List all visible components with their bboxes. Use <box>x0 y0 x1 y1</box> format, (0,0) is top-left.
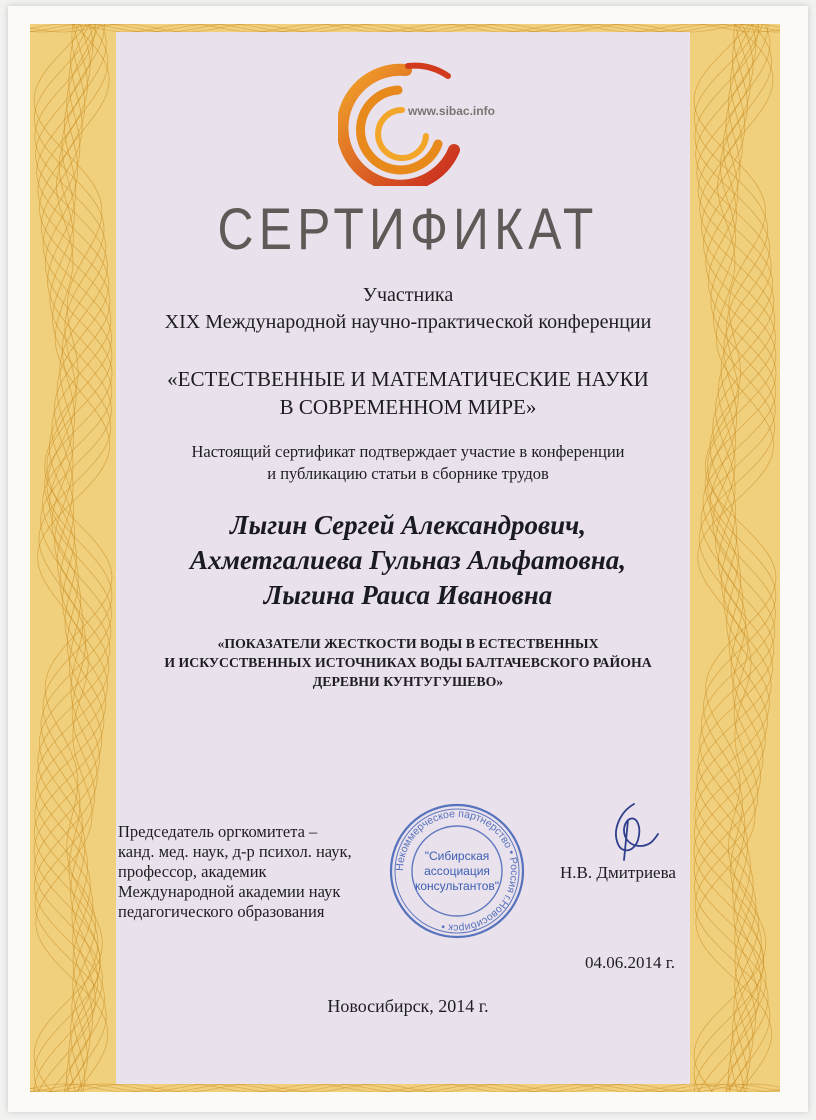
author-name: Ахметгалиева Гульназ Альфатовна, <box>190 545 626 575</box>
confirmation-text <box>0 441 816 485</box>
chairman-line: педагогического образования <box>118 902 325 921</box>
article-title-line: «ПОКАЗАТЕЛИ ЖЕСТКОСТИ ВОДЫ В ЕСТЕСТВЕННЫХ <box>217 636 599 651</box>
organization-stamp <box>386 800 528 942</box>
article-title-line: ДЕРЕВНИ КУНТУГУШЕВО» <box>312 674 504 689</box>
conference-line: XIX Международной научно-практической конференции <box>164 311 652 333</box>
stamp-center-line: "Сибирская <box>424 849 490 863</box>
issue-date: 04.06.2014 г. <box>585 953 676 972</box>
chairman-credentials <box>118 822 352 922</box>
chairman-line: профессор, академик <box>118 862 267 881</box>
signer-name: Н.В. Дмитриева <box>560 863 676 882</box>
conference-name-line: «ЕСТЕСТВЕННЫЕ И МАТЕМАТИЧЕСКИЕ НАУКИ <box>167 367 649 391</box>
stamp-center-line: консультантов" <box>414 879 500 893</box>
certificate-title: СЕРТИФИКАТ <box>217 197 599 262</box>
handwritten-signature <box>598 800 662 864</box>
chairman-line: Председатель оргкомитета – <box>118 822 318 841</box>
conference-name-line: В СОВРЕМЕННОМ МИРЕ» <box>279 395 537 419</box>
conference-name <box>0 365 816 421</box>
article-title-line: И ИСКУССТВЕННЫХ ИСТОЧНИКАХ ВОДЫ БАЛТАЧЕВСКОГО РАЙОНА <box>164 655 652 670</box>
confirmation-line: и публикацию статьи в сборнике трудов <box>267 464 549 483</box>
stamp-center-line: ассоциация <box>424 864 490 878</box>
sibac-logo-icon <box>338 56 508 186</box>
author-name: Лыгин Сергей Александрович, <box>229 510 587 540</box>
chairman-line: канд. мед. наук, д-р психол. наук, <box>118 842 352 861</box>
author-name: Лыгина Раиса Ивановна <box>263 580 553 610</box>
stamp-ring-text: Некоммерческое партнерство • Россия г.Новосибирск • <box>393 807 521 935</box>
participant-label: Участника <box>362 284 454 306</box>
article-title <box>0 634 816 691</box>
city-year: Новосибирск, 2014 г. <box>327 996 489 1016</box>
authors <box>0 508 816 613</box>
confirmation-line: Настоящий сертификат подтверждает участие в конференции <box>191 442 625 461</box>
chairman-line: Международной академии наук <box>118 882 341 901</box>
logo-url: www.sibac.info <box>408 104 495 118</box>
